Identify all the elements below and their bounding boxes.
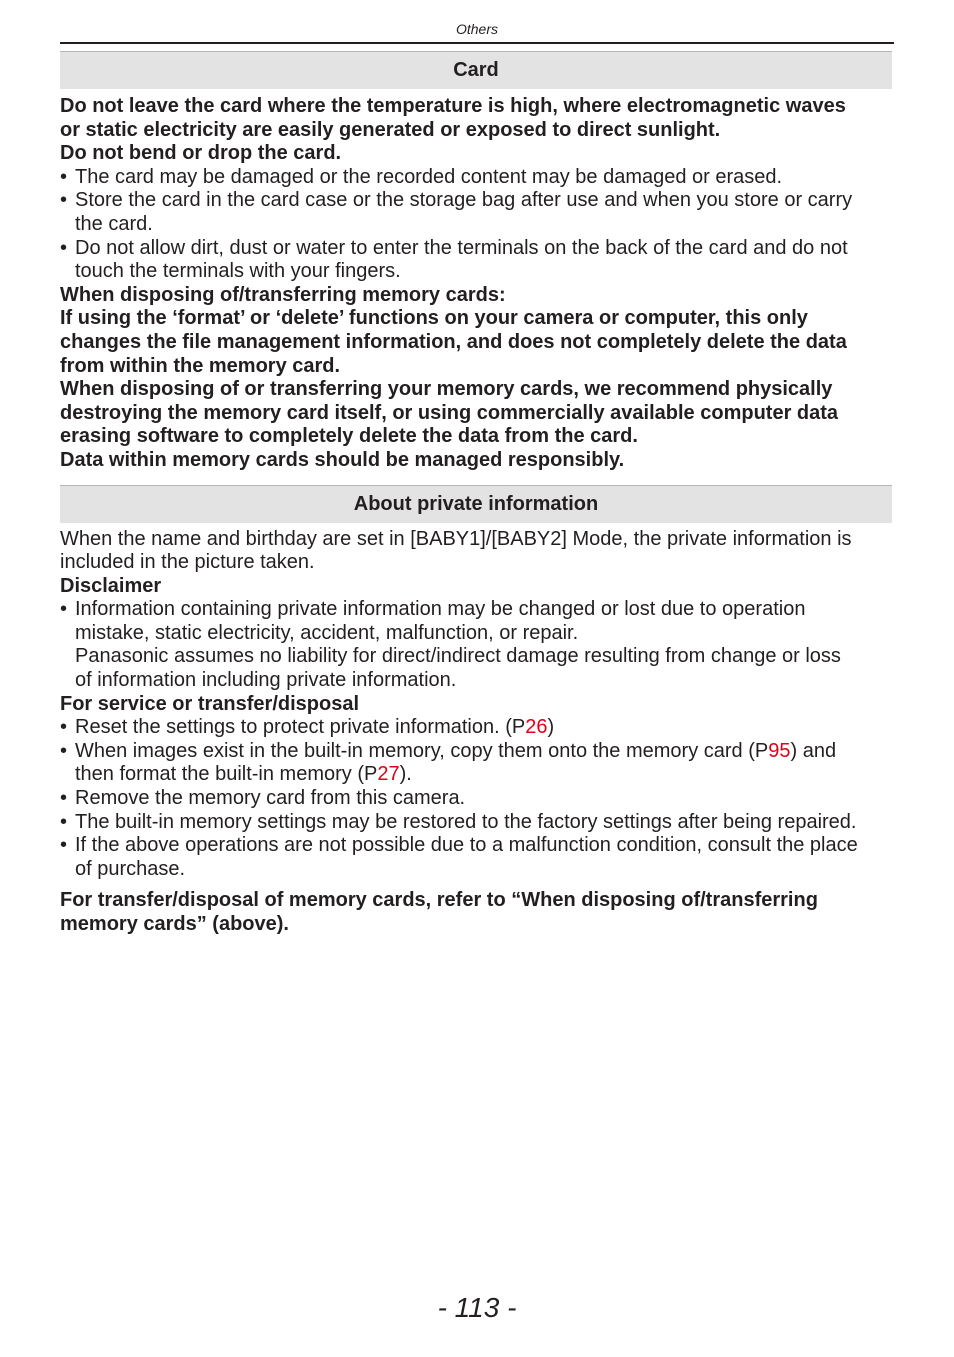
service-bullet-copy <box>60 740 898 787</box>
disclaimer-bullet <box>60 598 898 692</box>
service-bullet-reset <box>60 716 898 740</box>
bullet-text: The built-in memory settings may be restored to the factory settings after being repaired. <box>75 810 857 833</box>
private-intro-line: included in the picture taken. <box>60 551 315 574</box>
service-bullet-remove-card <box>60 787 898 811</box>
header-divider <box>60 42 894 44</box>
service-heading: For service or transfer/disposal <box>60 692 360 715</box>
bullet-text: Information containing private information may be changed or lost due to operation <box>75 598 806 621</box>
page-ref-link[interactable]: 27 <box>377 763 400 786</box>
bullet-text: touch the terminals with your fingers. <box>75 260 401 283</box>
disposal-heading: When disposing of/transferring memory cards: <box>60 283 506 306</box>
disposal-line: If using the ‘format’ or ‘delete’ functions on your camera or computer, this only <box>60 307 808 330</box>
bullet-text: of purchase. <box>75 857 186 880</box>
bullet-text: the card. <box>75 212 153 235</box>
service-bullet-restore <box>60 811 898 835</box>
bullet-text: If the above operations are not possible due to a malfunction condition, consult the place <box>75 834 858 857</box>
bullet-text: mistake, static electricity, accident, malfunction, or repair. <box>75 621 579 644</box>
disposal-line: from within the memory card. <box>60 354 341 377</box>
bullet-text: The card may be damaged or the recorded content may be damaged or erased. <box>75 165 783 188</box>
bullet-text: ) <box>547 716 555 739</box>
card-warning-line: Do not leave the card where the temperature is high, where electromagnetic waves <box>60 95 846 117</box>
card-section-title: Card <box>60 51 892 89</box>
bullet-text: Reset the settings to protect private information. (P <box>75 716 526 739</box>
disposal-line: erasing software to completely delete the data from the card. <box>60 425 638 448</box>
disposal-line: destroying the memory card itself, or using commercially available computer data <box>60 401 839 424</box>
private-section-title: About private information <box>60 485 892 523</box>
bullet-text: ) and <box>790 739 837 762</box>
bullet-text: Do not allow dirt, dust or water to enter the terminals on the back of the card and do not <box>75 236 848 259</box>
bullet-text: Panasonic assumes no liability for direct/indirect damage resulting from change or loss <box>75 645 841 668</box>
disposal-line: When disposing of or transferring your memory cards, we recommend physically <box>60 378 833 401</box>
bullet-text: When images exist in the built-in memory, copy them onto the memory card (P <box>75 739 769 762</box>
disposal-line: Data within memory cards should be managed responsibly. <box>60 448 625 471</box>
section-label: Others <box>455 21 498 37</box>
bullet-text: Remove the memory card from this camera. <box>75 787 466 810</box>
disposal-line: changes the file management information, and does not completely delete the data <box>60 330 847 353</box>
bullet-text: Store the card in the card case or the storage bag after use and when you store or carry <box>75 189 853 212</box>
page-ref-link[interactable]: 26 <box>525 716 548 739</box>
service-bullet-malfunction <box>60 834 898 881</box>
private-intro-line: When the name and birthday are set in [BABY1]/[BABY2] Mode, the private information is <box>60 527 852 550</box>
bullet-text: ). <box>399 763 412 786</box>
card-bullet-terminals <box>60 237 898 284</box>
card-bullet-damage <box>60 166 898 190</box>
disclaimer-heading: Disclaimer <box>60 574 162 597</box>
bullet-text: of information including private information. <box>75 669 457 692</box>
spacer <box>60 881 898 889</box>
page-content <box>60 51 898 937</box>
card-warning-line: or static electricity are easily generated or exposed to direct sunlight. <box>60 118 721 141</box>
page-ref-link[interactable]: 95 <box>768 739 791 762</box>
card-warning-line: Do not bend or drop the card. <box>60 142 342 165</box>
final-note-line: memory cards” (above). <box>60 913 289 935</box>
bullet-text: then format the built-in memory (P <box>75 763 378 786</box>
card-bullet-storage <box>60 189 898 236</box>
page-number: - 113 - <box>437 1292 517 1323</box>
final-note-line: For transfer/disposal of memory cards, refer to “When disposing of/transferring <box>60 889 818 912</box>
